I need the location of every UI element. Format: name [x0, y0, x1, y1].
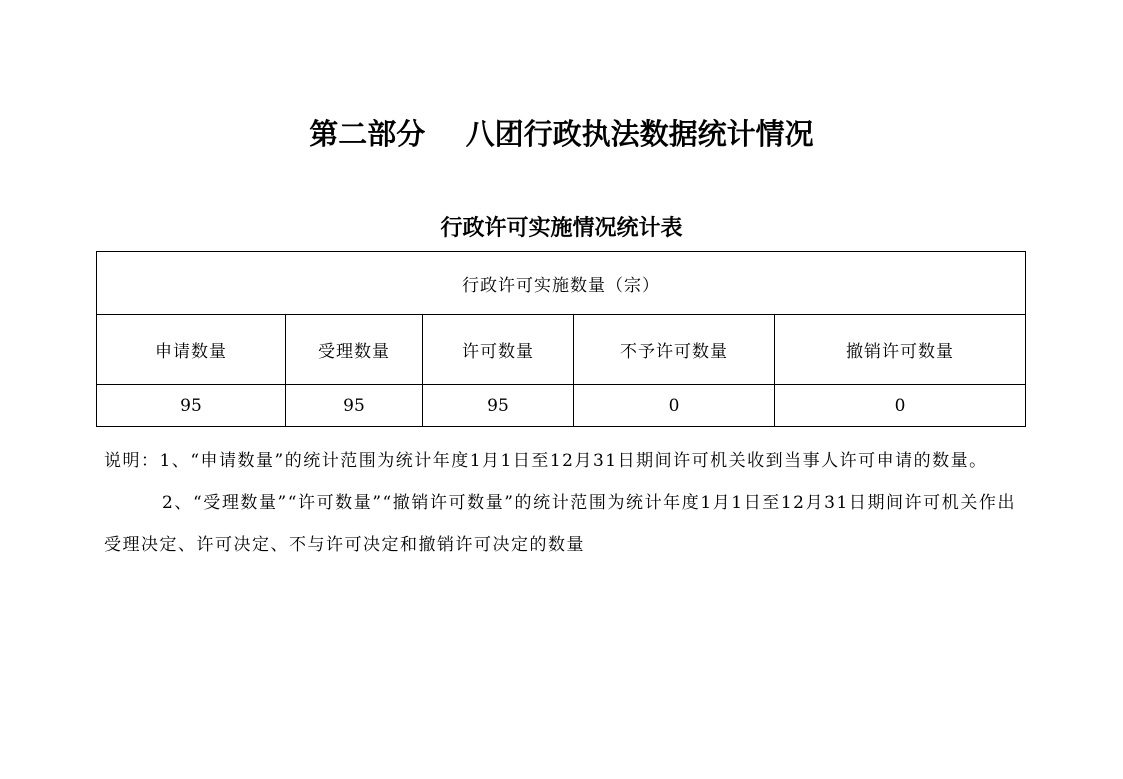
header-accepted-count: 受理数量 [286, 315, 423, 385]
value-revoked-count: 0 [775, 385, 1026, 427]
value-application-count: 95 [97, 385, 286, 427]
header-permitted-count: 许可数量 [423, 315, 574, 385]
table-row [97, 385, 1026, 427]
table-caption: 行政许可实施数量（宗） [97, 252, 1026, 315]
value-denied-count: 0 [574, 385, 775, 427]
notes-section [104, 440, 1016, 566]
header-application-count: 申请数量 [97, 315, 286, 385]
header-revoked-count: 撤销许可数量 [775, 315, 1026, 385]
value-permitted-count: 95 [423, 385, 574, 427]
value-accepted-count: 95 [286, 385, 423, 427]
table-header-row [97, 315, 1026, 385]
table-caption-row [97, 252, 1026, 315]
permit-statistics-table [96, 251, 1026, 427]
note-2: 2、“受理数量”“许可数量”“撤销许可数量”的统计范围为统计年度1月1日至12月31日期间许可机关作出受理决定、许可决定、不与许可决定和撤销许可决定的数量 [104, 493, 1016, 555]
note-1: 说明：1、“申请数量”的统计范围为统计年度1月1日至12月31日期间许可机关收到当事人许可申请的数量。 [104, 451, 988, 471]
table-title: 行政许可实施情况统计表 [440, 215, 683, 241]
page-title: 第二部分 八团行政执法数据统计情况 [309, 117, 814, 151]
header-denied-count: 不予许可数量 [574, 315, 775, 385]
